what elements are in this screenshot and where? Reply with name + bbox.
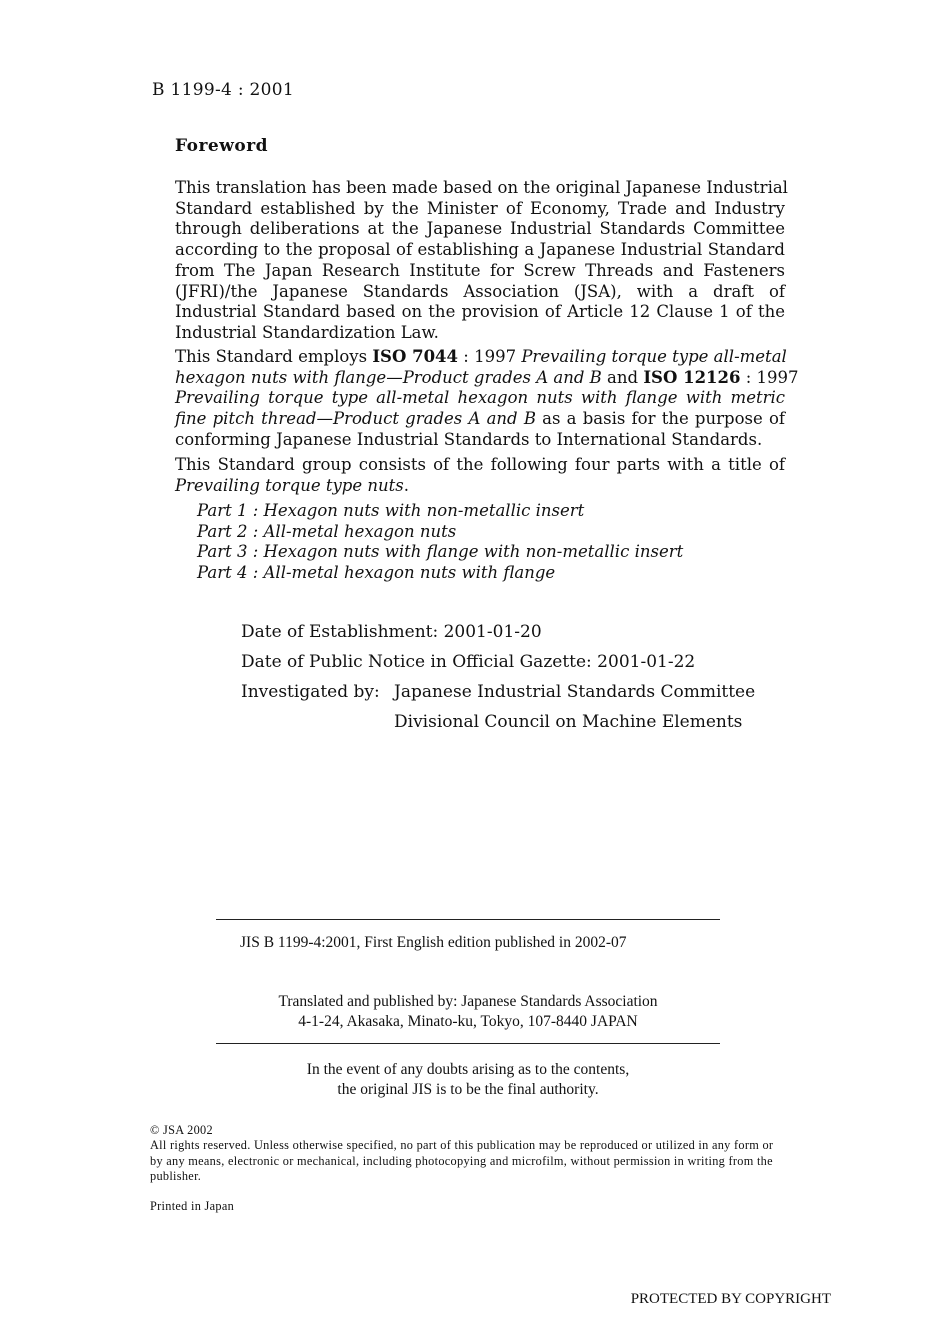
paragraph-line	[175, 347, 785, 368]
paragraph-line: Industrial Standardization Law.	[175, 322, 439, 342]
parts-list	[197, 501, 683, 584]
publisher-info	[216, 992, 720, 1032]
iso-reference-2: ISO 12126	[643, 367, 741, 387]
iso-reference-1: ISO 7044	[372, 347, 459, 366]
list-item: Part 3 : Hexagon nuts with flange with non-metallic insert	[197, 542, 684, 562]
paragraph-line: Industrial Standard based on the provision of Article 12 Clause 1 of the	[175, 302, 785, 322]
iso-title-1a: Prevailing torque type all-metal	[521, 347, 787, 366]
period: .	[403, 475, 409, 495]
publisher-address: 4-1-24, Akasaka, Minato-ku, Tokyo, 107-8440 JAPAN	[298, 1013, 638, 1030]
paragraph-line: This translation has been made based on the original Japanese Industrial	[175, 178, 788, 197]
paragraph-line: (JFRI)/the Japanese Standards Association (JSA), with a draft of	[175, 281, 785, 301]
paragraph-line: from The Japan Research Institute for Screw Threads and Fasteners	[175, 260, 785, 280]
foreword-paragraph-3	[175, 455, 785, 496]
iso-year-2: : 1997	[740, 367, 799, 387]
edition-info: JIS B 1199-4:2001, First English edition published in 2002-07	[240, 934, 627, 951]
authority-line: In the event of any doubts arising as to the contents,	[306, 1061, 630, 1078]
investigated-council: Divisional Council on Machine Elements	[394, 712, 743, 732]
iso-year-1: : 1997	[458, 347, 522, 366]
list-item: Part 4 : All-metal hexagon nuts with flange	[197, 563, 556, 583]
printed-in: Printed in Japan	[150, 1199, 235, 1213]
publisher-line: Translated and published by: Japanese Standards Association	[278, 993, 658, 1010]
investigated-label: Investigated by:	[241, 682, 380, 702]
paragraph-line: Prevailing torque type all-metal hexagon nuts with flange with metric	[175, 388, 785, 408]
list-item: Part 1 : Hexagon nuts with non-metallic insert	[197, 501, 585, 520]
divider	[216, 919, 720, 920]
establishment-date: Date of Establishment: 2001-01-20	[241, 622, 542, 642]
divider	[216, 1043, 720, 1044]
foreword-heading: Foreword	[175, 136, 269, 156]
paragraph-line	[175, 476, 785, 497]
document-code: B 1199-4 : 2001	[152, 80, 295, 100]
paragraph-line: according to the proposal of establishing a Japanese Industrial Standard	[175, 240, 785, 260]
rights-statement: All rights reserved. Unless otherwise specified, no part of this publication may be reproduced or utilized in any form or by any means, electronic or mechanical, including photocopying and microfilm, without permission in writing from the publisher.	[150, 1138, 774, 1183]
paragraph-line: This Standard group consists of the following four parts with a title of	[175, 455, 785, 474]
authority-note	[216, 1060, 720, 1100]
paragraph-line	[175, 367, 799, 389]
foreword-paragraph-1	[175, 178, 788, 344]
foreword-paragraph-2	[175, 347, 799, 451]
paragraph-line	[175, 409, 785, 430]
tail-text-a: as a basis for the purpose of	[535, 409, 785, 429]
lead-text: This Standard employs	[175, 347, 373, 366]
paragraph-line: conforming Japanese Industrial Standards to International Standards.	[175, 429, 763, 449]
authority-line: the original JIS is to be the final authority.	[337, 1081, 599, 1098]
and-text: and	[601, 367, 644, 387]
iso-title-2b: fine pitch thread—Product grades A and B	[175, 409, 536, 429]
paragraph-line: through deliberations at the Japanese Industrial Standards Committee	[175, 219, 785, 239]
list-item: Part 2 : All-metal hexagon nuts	[197, 521, 457, 541]
public-notice-date: Date of Public Notice in Official Gazette: 2001-01-22	[241, 652, 696, 672]
series-title: Prevailing torque type nuts	[175, 475, 404, 495]
copyright-notice: © JSA 2002	[150, 1123, 213, 1137]
protected-notice: PROTECTED BY COPYRIGHT	[630, 1291, 831, 1307]
paragraph-line: Standard established by the Minister of Economy, Trade and Industry	[175, 198, 785, 218]
iso-title-1b: hexagon nuts with flange—Product grades A and B	[175, 367, 602, 387]
investigated-committee: Japanese Industrial Standards Committee	[394, 682, 756, 702]
